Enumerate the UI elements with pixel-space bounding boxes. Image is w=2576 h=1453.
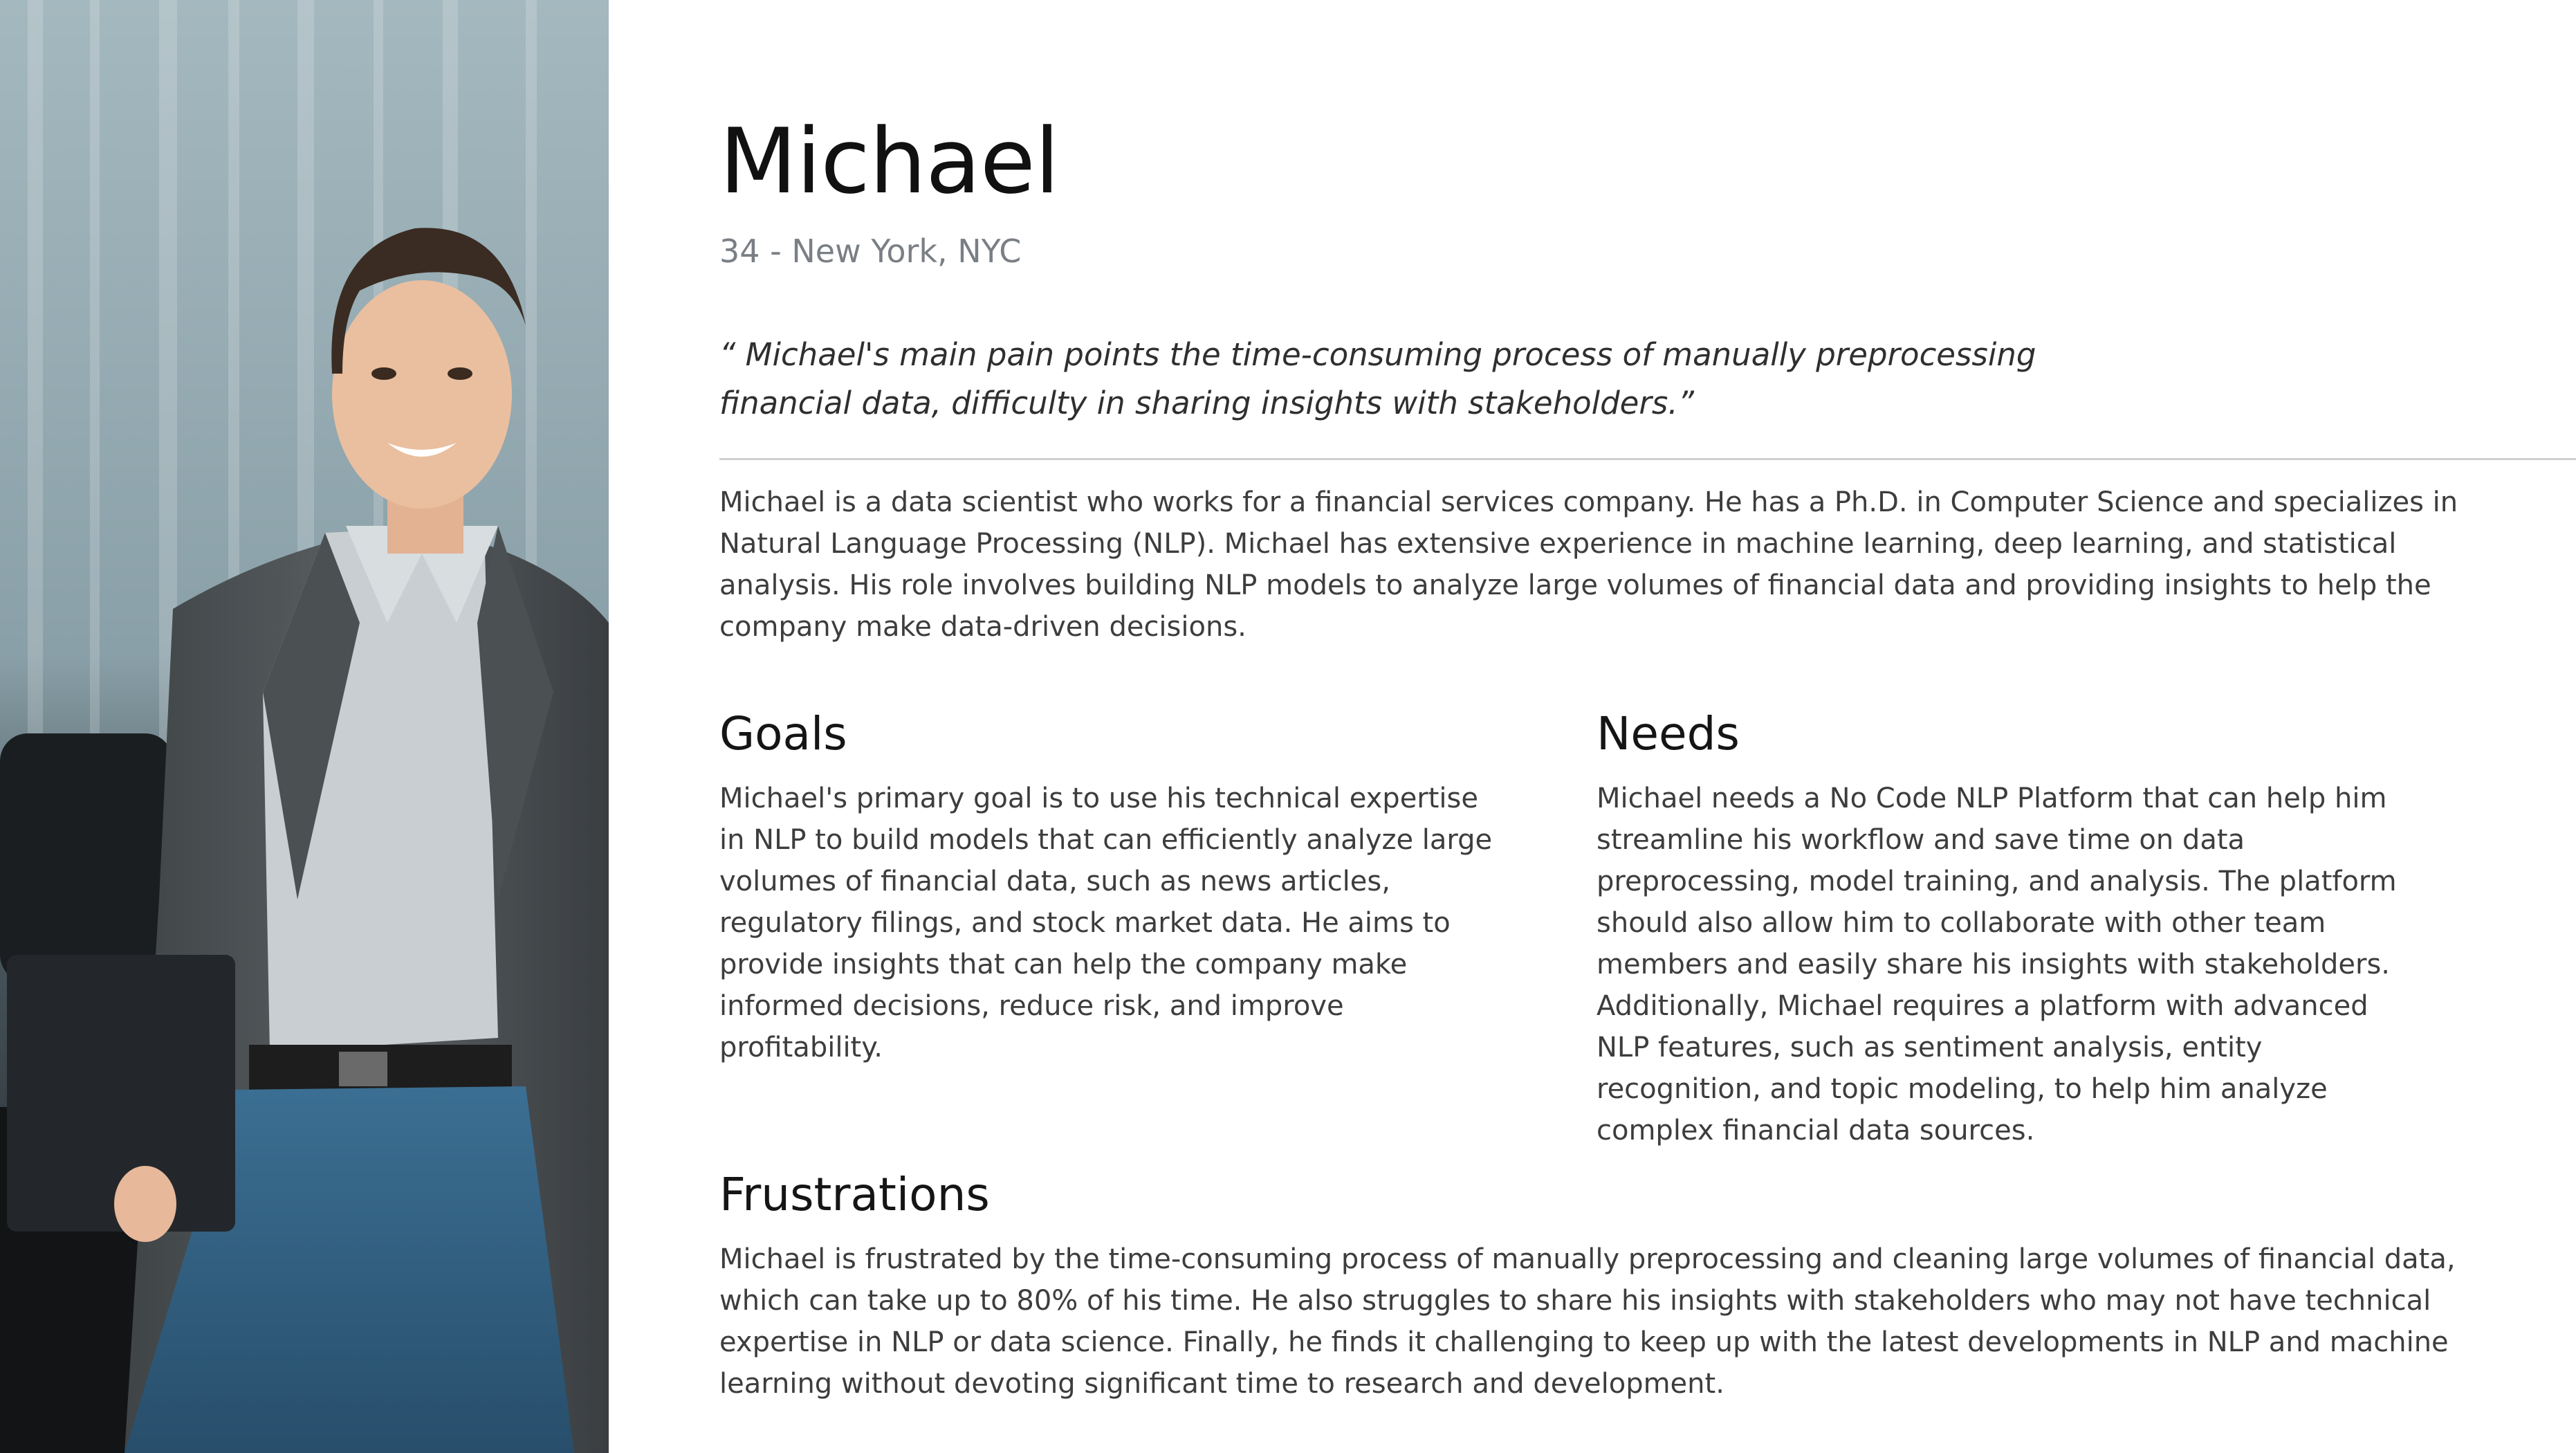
needs-heading: Needs xyxy=(1597,707,1740,760)
persona-subtitle: 34 - New York, NYC xyxy=(719,232,1022,270)
persona-name: Michael xyxy=(719,109,1059,214)
persona-content xyxy=(719,0,2576,1453)
persona-bio: Michael is a data scientist who works for a financial services company. He has a Ph.D. in Computer Science and specializes in Natural Language Processing (NLP). Michael has extensive experience in machine learning, deep learning, and statistical analysis. His role involves building NLP models to analyze large volumes of financial data and providing insights to help the company make data-driven decisions. xyxy=(719,486,2458,643)
goals-heading: Goals xyxy=(719,707,847,760)
divider xyxy=(719,458,2576,460)
persona-quote: “ Michael's main pain points the time-consuming process of manually preprocessing financial data, difficulty in sharing insights with stakeholders.” xyxy=(719,336,2036,421)
frustrations-heading: Frustrations xyxy=(719,1168,990,1221)
needs-text: Michael needs a No Code NLP Platform that can help him streamline his workflow and save time on data preprocessing, model training, and analysis. The platform should also allow him to collaborate with other team members and easily share his insights with stakeholders. Additionally, Michael requires a platform with advanced NLP features, such as sentiment analysis, entity recognition, and topic modeling, to help him analyze complex financial data sources. xyxy=(1597,783,2397,1146)
goals-text: Michael's primary goal is to use his technical expertise in NLP to build models that can efficiently analyze large volumes of financial data, such as news articles, regulatory filings, and stock market data. He aims to provide insights that can help the company make informed decisions, reduce risk, and improve profitability. xyxy=(719,783,1493,1063)
frustrations-text: Michael is frustrated by the time-consuming process of manually preprocessing and cleaning large volumes of financial data, which can take up to 80% of his time. He also struggles to share his insights with stakeholders who may not have technical expertise in NLP or data science. Finally, he finds it challenging to keep up with the latest developments in NLP and machine learning without devoting significant time to research and development. xyxy=(719,1243,2456,1400)
persona-photo xyxy=(0,0,609,1453)
